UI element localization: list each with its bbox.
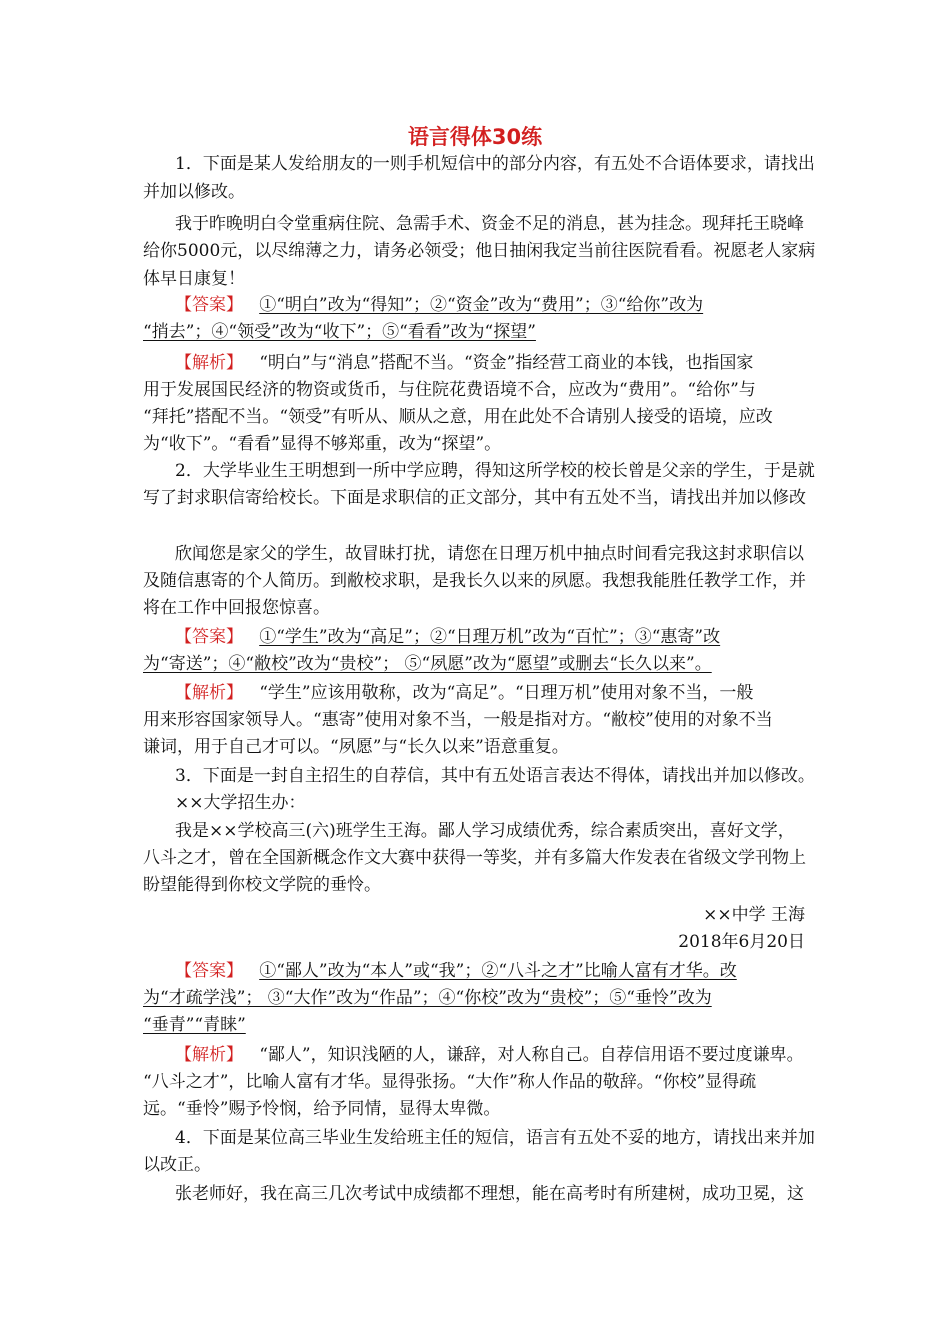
q3-signature: ××中学 王海 <box>703 905 805 925</box>
q2-analysis-line: 用来形容国家领导人。“惠寄”使用对象不当，一般是指对方。“敝校”使用的对象不当 <box>143 710 773 730</box>
q3-answer-line <box>143 1014 246 1036</box>
q1-answer-line <box>175 294 703 316</box>
answer-label: 【答案】 <box>175 295 243 315</box>
q3-answer-line <box>143 987 712 1009</box>
q2-analysis-text: “学生”应该用敬称，改为“高足”。“日理万机”使用对象不当，一般 <box>259 683 754 703</box>
analysis-label: 【解析】 <box>175 683 243 703</box>
q3-prompt-line: 3．下面是一封自主招生的自荐信，其中有五处语言表达不得体，请找出并加以修改。 <box>175 766 815 786</box>
q2-prompt-line: 2．大学毕业生王明想到一所中学应聘，得知这所学校的校长曾是父亲的学生，于是就 <box>175 461 815 481</box>
analysis-label: 【解析】 <box>175 1045 243 1065</box>
q1-answer-text: “捎去”；④“领受”改为“收下”；⑤“看看”改为“探望” <box>143 322 536 342</box>
q1-analysis-text: “明白”与“消息”搭配不当。“资金”指经营工商业的本钱，也指国家 <box>259 353 754 373</box>
q1-text-line: 我于昨晚明白令堂重病住院、急需手术、资金不足的消息，甚为挂念。现拜托王晓峰 <box>175 214 804 234</box>
q2-answer-line <box>175 626 720 648</box>
q3-answer-line <box>175 960 737 982</box>
q1-prompt-line: 1．下面是某人发给朋友的一则手机短信中的部分内容，有五处不合语体要求，请找出 <box>175 154 815 174</box>
q1-analysis-line <box>175 352 753 374</box>
q3-date: 2018年6月20日 <box>678 932 805 952</box>
q3-analysis-line: “八斗之才”，比喻人富有才华。显得张扬。“大作”称人作品的敬辞。“你校”显得疏 <box>143 1072 757 1092</box>
answer-label: 【答案】 <box>175 627 243 647</box>
q1-analysis-line: 为“收下”。“看看”显得不够郑重，改为“探望”。 <box>143 434 502 454</box>
analysis-label: 【解析】 <box>175 353 243 373</box>
q2-answer-line <box>143 653 712 675</box>
q4-text-line: 张老师好，我在高三几次考试中成绩都不理想，能在高考时有所建树，成功卫冕，这 <box>175 1184 804 1204</box>
q3-greeting: ××大学招生办： <box>175 793 306 813</box>
page-title: 语言得体30练 <box>407 125 543 149</box>
q3-analysis-line <box>175 1044 804 1066</box>
q1-analysis-line: “拜托”搭配不当。“领受”有听从、顺从之意，用在此处不合请别人接受的语境，应改 <box>143 407 773 427</box>
q2-analysis-line: 谦词，用于自己才可以。“夙愿”与“长久以来”语意重复。 <box>143 737 569 757</box>
answer-label: 【答案】 <box>175 961 243 981</box>
q2-text-line: 欣闻您是家父的学生，故冒昧打扰，请您在日理万机中抽点时间看完我这封求职信以 <box>175 544 804 564</box>
q3-answer-text: “垂青”“青睐” <box>143 1015 246 1035</box>
q1-answer-text: ①“明白”改为“得知”；②“资金”改为“费用”；③“给你”改为 <box>259 295 704 315</box>
q2-text-line: 将在工作中回报您惊喜。 <box>143 598 330 618</box>
q1-answer-line <box>143 321 536 343</box>
q2-text-line: 及随信惠寄的个人简历。到敝校求职，是我长久以来的夙愿。我想我能胜任教学工作，并 <box>143 571 806 591</box>
q3-answer-text: ①“鄙人”改为“本人”或“我”；②“八斗之才”比喻人富有才华。改 <box>259 961 737 981</box>
q1-prompt-line: 并加以修改。 <box>143 182 245 202</box>
q4-prompt-line: 4．下面是某位高三毕业生发给班主任的短信，语言有五处不妥的地方，请找出来并加 <box>175 1128 815 1148</box>
q1-text-line: 体早日康复！ <box>143 269 245 289</box>
q1-text-line: 给你5000元，以尽绵薄之力，请务必领受；他日抽闲我定当前往医院看看。祝愿老人家病 <box>143 241 816 261</box>
q3-text-line: 八斗之才，曾在全国新概念作文大赛中获得一等奖，并有多篇大作发表在省级文学刊物上 <box>143 848 806 868</box>
q3-text-line: 盼望能得到你校文学院的垂怜。 <box>143 875 381 895</box>
q3-analysis-text: “鄙人”，知识浅陋的人，谦辞，对人称自己。自荐信用语不要过度谦卑。 <box>259 1045 804 1065</box>
q3-answer-text: 为“才疏学浅”； ③“大作”改为“作品”；④“你校”改为“贵校”；⑤“垂怜”改为 <box>143 988 712 1008</box>
q2-answer-text: ①“学生”改为“高足”；②“日理万机”改为“百忙”；③“惠寄”改 <box>259 627 721 647</box>
q2-answer-text: 为“寄送”；④“敝校”改为“贵校”； ⑤“夙愿”改为“愿望”或删去“长久以来”。 <box>143 654 712 674</box>
q1-analysis-line: 用于发展国民经济的物资或货币，与住院花费语境不合，应改为“费用”。“给你”与 <box>143 380 756 400</box>
q2-prompt-line: 写了封求职信寄给校长。下面是求职信的正文部分，其中有五处不当，请找出并加以修改 <box>143 488 806 508</box>
q2-analysis-line <box>175 682 753 704</box>
q4-prompt-line: 以改正。 <box>143 1155 211 1175</box>
q3-text-line: 我是××学校高三(六)班学生王海。鄙人学习成绩优秀，综合素质突出，喜好文学， <box>175 821 795 841</box>
q3-analysis-line: 远。“垂怜”赐予怜悯，给予同情，显得太卑微。 <box>143 1099 501 1119</box>
